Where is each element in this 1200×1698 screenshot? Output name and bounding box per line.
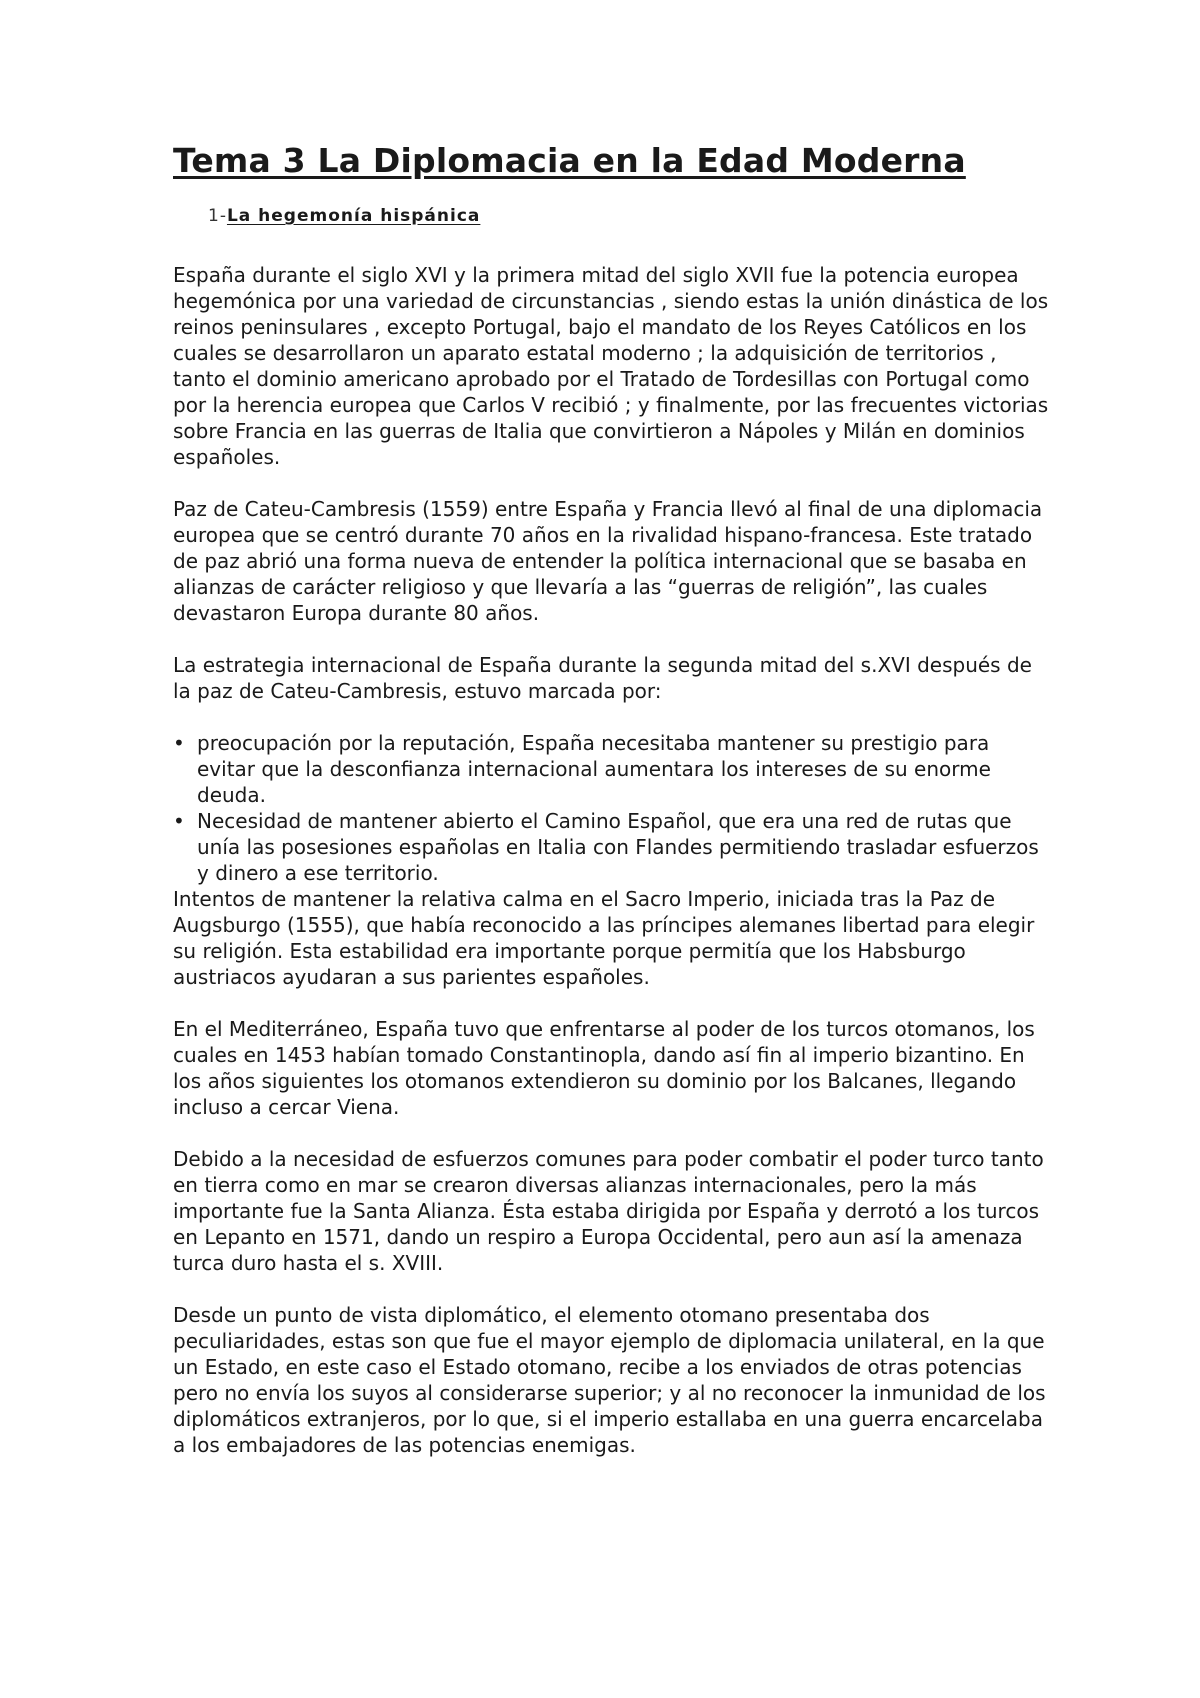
paragraph-2: Paz de Cateu-Cambresis (1559) entre España y Francia llevó al final de una diplomacia europea que se centró durante 70 años en la rivalidad hispano-francesa. Este tratado de paz abrió una forma nueva de entender la política internacional que se basaba en alianzas de carácter religioso y que llevaría a las “guerras de religión”, las cuales devastaron Europa durante 80 años. bbox=[173, 497, 1043, 625]
list-item: • preocupación por la reputación, España necesitaba mantener su prestigio para evitar que la desconfianza internacional aumentara los intereses de su enorme deuda. bbox=[173, 730, 1053, 808]
document-page bbox=[173, 140, 1053, 1484]
paragraph-4: Intentos de mantener la relativa calma en el Sacro Imperio, iniciada tras la Paz de Augsburgo (1555), que había reconocido a las príncipes alemanes libertad para elegir su religión. Esta estabilidad era importante porque permitía que los Habsburgo austriacos ayudaran a sus parientes españoles. bbox=[173, 887, 1035, 989]
section-heading bbox=[208, 204, 1053, 228]
paragraph-7: Desde un punto de vista diplomático, el elemento otomano presentaba dos peculiaridades, estas son que fue el mayor ejemplo de diplomacia unilateral, en la que un Estado, en este caso el Estado otomano, recibe a los enviados de otras potencias pero no envía los suyos al considerarse superior; y al no reconocer la inmunidad de los diplomáticos extranjeros, por lo que, si el imperio estallaba en una guerra encarcelaba a los embajadores de las potencias enemigas. bbox=[173, 1303, 1046, 1457]
paragraph-5: En el Mediterráneo, España tuvo que enfrentarse al poder de los turcos otomanos, los cuales en 1453 habían tomado Constantinopla, dando así fin al imperio bizantino. En los años siguientes los otomanos extendieron su dominio por los Balcanes, llegando incluso a cercar Viena. bbox=[173, 1017, 1035, 1119]
paragraph-1: España durante el siglo XVI y la primera mitad del siglo XVII fue la potencia europea hegemónica por una variedad de circunstancias , siendo estas la unión dinástica de los reinos peninsulares , excepto Portugal, bajo el mandato de los Reyes Católicos en los cuales se desarrollaron un aparato estatal moderno ; la adquisición de territorios , tanto el dominio americano aprobado por el Tratado de Tordesillas con Portugal como por la herencia europea que Carlos V recibió ; y finalmente, por las frecuentes victorias sobre Francia en las guerras de Italia que convirtieron a Nápoles y Milán en dominios españoles. bbox=[173, 263, 1049, 469]
section-label: La hegemonía hispánica bbox=[226, 206, 481, 226]
bullet-list bbox=[173, 730, 1053, 886]
list-item: • Necesidad de mantener abierto el Camino Español, que era una red de rutas que unía las posesiones españolas en Italia con Flandes permitiendo trasladar esfuerzos y dinero a ese territorio. bbox=[173, 808, 1053, 886]
document-title: Tema 3 La Diplomacia en la Edad Moderna bbox=[173, 141, 966, 180]
paragraph-6: Debido a la necesidad de esfuerzos comunes para poder combatir el poder turco tanto en tierra como en mar se crearon diversas alianzas internacionales, pero la más importante fue la Santa Alianza. Ésta estaba dirigida por España y derrotó a los turcos en Lepanto en 1571, dando un respiro a Europa Occidental, pero aun así la amenaza turca duro hasta el s. XVIII. bbox=[173, 1147, 1044, 1275]
paragraph-3: La estrategia internacional de España durante la segunda mitad del s.XVI después de la paz de Cateu-Cambresis, estuvo marcada por: bbox=[173, 653, 1032, 703]
section-number: 1- bbox=[208, 206, 227, 226]
